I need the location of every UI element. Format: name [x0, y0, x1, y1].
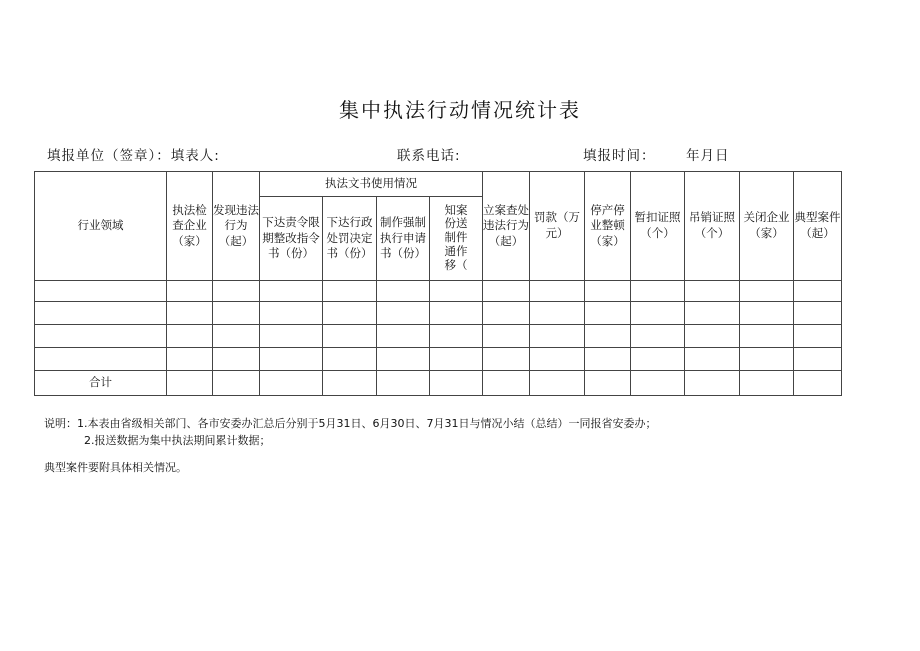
date-label: 年月日: [686, 148, 730, 164]
note-line-2: 2.报送数据为集中执法期间累计数据；: [84, 434, 271, 447]
header-doc3: 制作强制执行申请书（份）: [377, 197, 430, 281]
header-close: 关闭企业（家）: [740, 172, 794, 281]
header-industry: 行业领域: [35, 172, 167, 281]
page-title: 集中执法行动情况统计表: [339, 98, 581, 122]
table-row: [35, 325, 842, 348]
total-label: 合计: [35, 371, 167, 396]
statistics-table: [34, 171, 842, 396]
total-row: [35, 371, 842, 396]
fill-unit-label: 填报单位（签章）：填表人:: [47, 148, 220, 164]
header-inspect: 执法检查企业（家）: [167, 172, 213, 281]
header-doc1: 下达责令限期整改指令书（份）: [260, 197, 323, 281]
header-case: 立案查处违法行为（起）: [483, 172, 530, 281]
header-revoke: 吊销证照（个）: [685, 172, 740, 281]
table-row: [35, 348, 842, 371]
table-row: [35, 302, 842, 325]
header-typical: 典型案件（起）: [794, 172, 842, 281]
note-line-3: 典型案件要附具体相关情况。: [44, 461, 187, 474]
header-doc4: [430, 197, 483, 281]
header-fine: 罚款（万元）: [530, 172, 585, 281]
table-row: [35, 281, 842, 302]
header-docs-group: 执法文书使用情况: [260, 172, 483, 197]
note-line-1: 说明：1.本表由省级相关部门、各市安委办汇总后分别于5月31日、6月30日、7月31日与情况小结（总结）一同报省安委办；: [44, 417, 657, 430]
header-doc2: 下达行政处罚决定书（份）: [323, 197, 377, 281]
fill-time-label: 填报时间：: [583, 148, 656, 164]
phone-label: 联系电话:: [397, 148, 461, 164]
header-doc4-text: 知案份送制件通作移（: [444, 202, 468, 272]
header-suspend: 暂扣证照（个）: [631, 172, 685, 281]
header-found: 发现违法行为（起）: [213, 172, 260, 281]
header-stop: 停产停业整顿（家）: [585, 172, 631, 281]
